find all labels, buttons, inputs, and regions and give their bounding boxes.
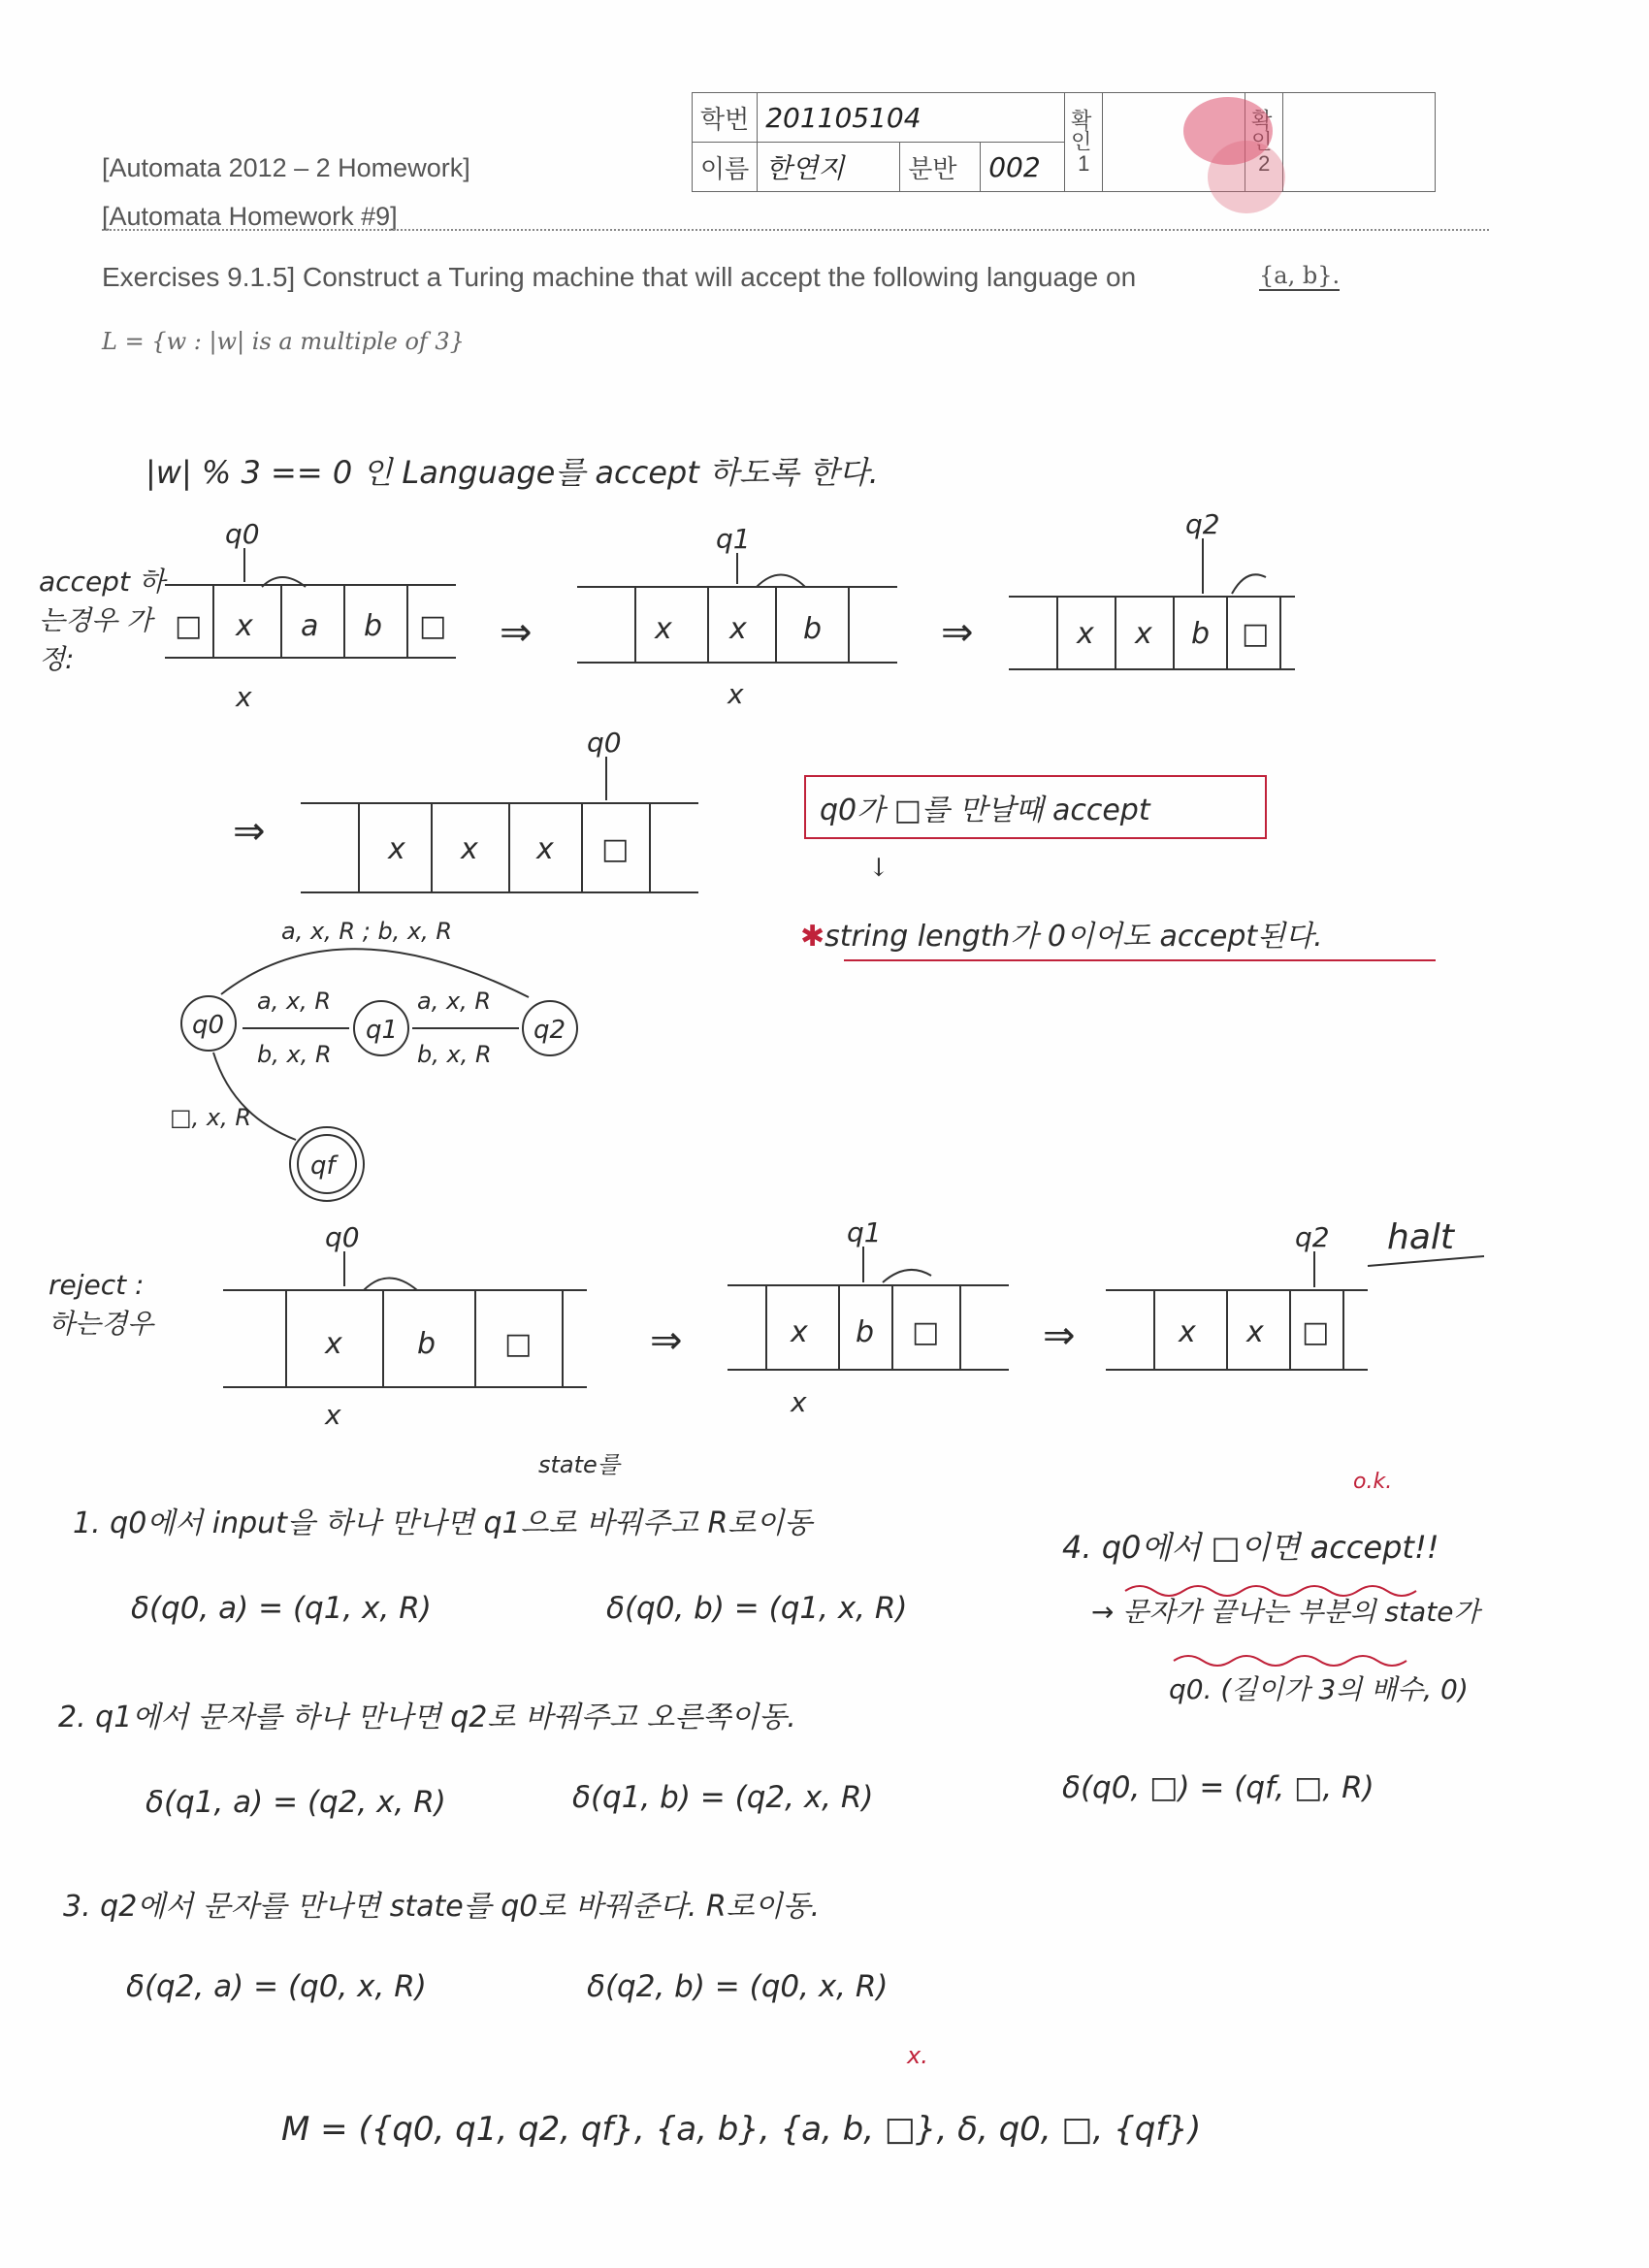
r3-cell-1: x [1246, 1315, 1264, 1349]
head-label-2: q1 [716, 523, 751, 555]
r3-cell-0: x [1179, 1315, 1196, 1349]
language-definition: L = {w : |w| is a multiple of 3} [102, 328, 465, 355]
id-value: 201105104 [758, 93, 1065, 143]
state-qf: qf [310, 1151, 336, 1181]
step-2-eq-a: δ(q1, a) = (q2, x, R) [146, 1785, 446, 1820]
transition-arrow-2: ⇒ [941, 610, 974, 655]
head-label-r1: q0 [325, 1221, 360, 1253]
t4-cell-0: x [388, 832, 405, 866]
step-4-note-1: → 문자가 끝나는 부분의 state가 [1091, 1596, 1480, 1628]
exercise-text: Exercises 9.1.5] Construct a Turing machine that will accept the following language on [102, 262, 1137, 292]
step-3: 3. q2에서 문자를 만나면 state를 q0로 바꿔준다. R로이동. [63, 1890, 821, 1924]
step-3-eq-a: δ(q2, a) = (q0, x, R) [126, 1969, 427, 2004]
below-x-1: x [236, 681, 252, 713]
below-x-r2: x [791, 1386, 807, 1418]
t3-cell-0: x [1077, 617, 1094, 651]
r2-cell-1: b [856, 1315, 875, 1349]
below-x-2: x [728, 678, 744, 710]
state-q1: q1 [366, 1016, 399, 1045]
accept-note [800, 912, 1323, 955]
head-label-4: q0 [587, 727, 622, 759]
homework-title: [Automata 2012 – 2 Homework] [102, 153, 470, 182]
t3-cell-3: □ [1242, 617, 1270, 651]
t4-cell-1: x [461, 832, 478, 866]
check1-num: 1 [1078, 150, 1090, 176]
edge-q1-q2-top: a, x, R [417, 988, 492, 1015]
r1-cell-1: b [417, 1327, 436, 1361]
step-3-eq-b: δ(q2, b) = (q0, x, R) [587, 1969, 889, 2004]
name-label: 이름 [693, 143, 758, 192]
edge-q0-q1-bottom: b, x, R [257, 1041, 332, 1068]
edge-q1-q2-bottom: b, x, R [417, 1041, 492, 1068]
id-label: 학번 [693, 93, 758, 143]
edge-q0-q1-top: a, x, R [257, 988, 332, 1015]
halt-label: halt [1387, 1217, 1454, 1257]
step-4-eq: δ(q0, □) = (qf, □, R) [1062, 1770, 1374, 1805]
head-label-r2: q1 [847, 1216, 882, 1248]
below-x-r1: x [325, 1399, 341, 1431]
down-arrow-icon: ↓ [868, 854, 889, 883]
step-1-eq-a: δ(q0, a) = (q1, x, R) [131, 1591, 432, 1626]
r1-cell-2: □ [504, 1327, 533, 1361]
edge-q0-qf: □, x, R [170, 1104, 252, 1131]
state-annotation: state를 [538, 1451, 620, 1478]
t2-cell-1: x [729, 612, 747, 646]
machine-definition: M = ({q0, q1, q2, qf}, {a, b}, {a, b, □}, δ, q0, □, {qf}) [281, 2110, 1202, 2149]
accept-note-text: string length가 0이어도 accept된다. [824, 920, 1323, 954]
alphabet-set: {a, b}. [1259, 262, 1341, 289]
star-icon: ✱ [800, 920, 825, 954]
section-value: 002 [981, 143, 1065, 192]
r1-cell-0: x [325, 1327, 342, 1361]
t4-cell-3: □ [601, 832, 630, 866]
transition-arrow-1: ⇒ [500, 610, 533, 655]
t1-cell-3: b [364, 609, 383, 643]
t3-cell-2: b [1191, 617, 1211, 651]
step-4: 4. q0에서 □이면 accept!! [1062, 1529, 1439, 1566]
step-2: 2. q1에서 문자를 하나 만나면 q2로 바꿔주고 오른쪽이동. [58, 1701, 796, 1734]
reject-case-label: reject : 하는경우 [48, 1269, 154, 1340]
check1-label: 확인 [1068, 108, 1093, 151]
t1-cell-0: □ [175, 609, 203, 643]
t2-cell-0: x [655, 612, 672, 646]
state-q2: q2 [534, 1016, 566, 1045]
step-1-eq-b: δ(q0, b) = (q1, x, R) [606, 1591, 908, 1626]
t1-cell-2: a [301, 609, 319, 643]
r2-cell-2: □ [912, 1315, 940, 1349]
ok-mark: o.k. [1353, 1470, 1393, 1494]
t1-cell-4: □ [419, 609, 447, 643]
homework-subtitle: [Automata Homework #9] [102, 202, 398, 231]
transition-arrow-r1: ⇒ [650, 1318, 683, 1363]
accept-condition-box: q0가 □를 만날때 accept [820, 794, 1150, 827]
head-label-3: q2 [1185, 508, 1220, 540]
transition-arrow-r2: ⇒ [1043, 1313, 1076, 1358]
step-2-eq-b: δ(q1, b) = (q2, x, R) [572, 1780, 874, 1815]
step-4-note-2: q0. (길이가 3의 배수, 0) [1169, 1673, 1469, 1705]
head-label-r3: q2 [1295, 1221, 1330, 1253]
name-value: 한연지 [758, 143, 900, 192]
machine-correction: x. [907, 2042, 928, 2069]
section-label: 분반 [900, 143, 981, 192]
check2-num: 2 [1258, 150, 1271, 176]
t2-cell-2: b [803, 612, 823, 646]
head-label-1: q0 [225, 518, 260, 550]
t1-cell-1: x [236, 609, 253, 643]
edge-q2-q0: a, x, R ; b, x, R [281, 918, 453, 945]
transition-arrow-3: ⇒ [233, 809, 266, 854]
state-q0: q0 [192, 1011, 225, 1040]
step-1: 1. q0에서 input을 하나 만나면 q1으로 바꿔주고 R로이동 [73, 1507, 813, 1540]
intro-note: |w| % 3 == 0 인 Language를 accept 하도록 한다. [146, 454, 879, 491]
r2-cell-0: x [791, 1315, 808, 1349]
t3-cell-1: x [1135, 617, 1152, 651]
r3-cell-2: □ [1302, 1315, 1330, 1349]
t4-cell-2: x [536, 832, 554, 866]
accept-case-label: accept 하는경우 가정: [39, 566, 165, 675]
